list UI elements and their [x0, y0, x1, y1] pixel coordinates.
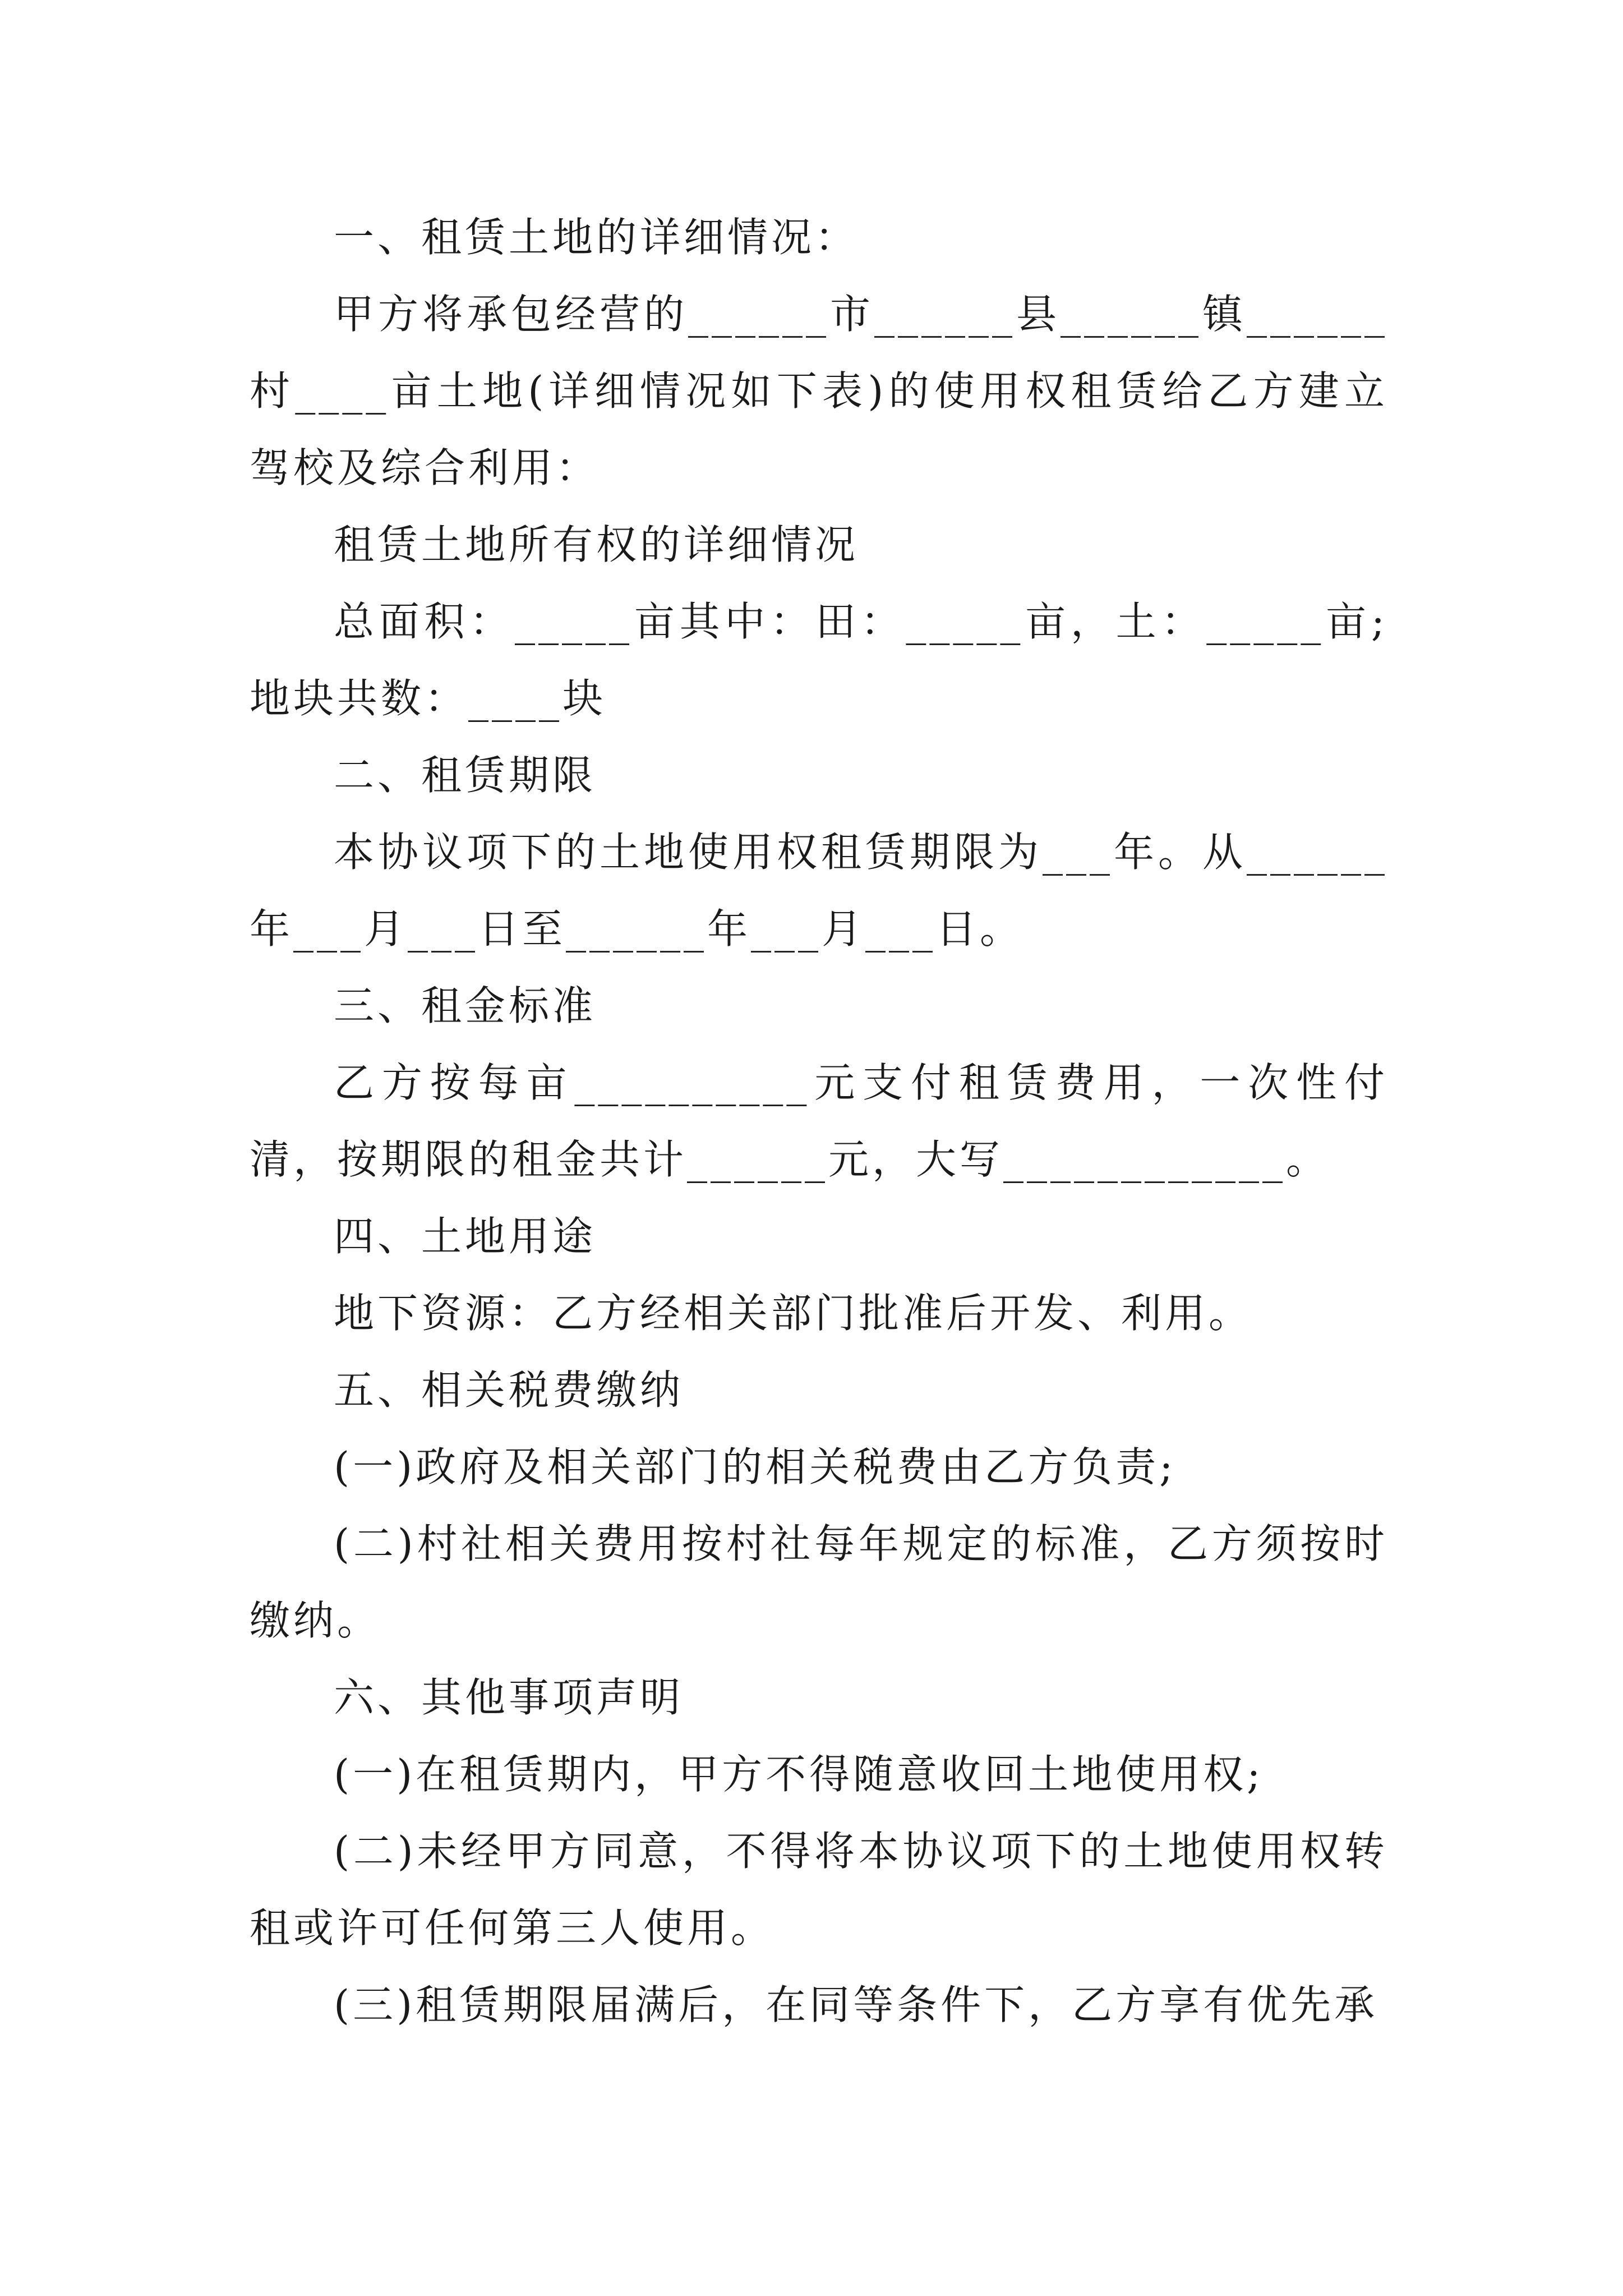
- paragraph-land-location: 甲方将承包经营的______市______县______镇______村____亩土地(详细情况如下表)的使用权租赁给乙方建立驾校及综合利用：: [250, 291, 1388, 491]
- paragraph-ownership-title: 租赁土地所有权的详细情况: [334, 521, 859, 568]
- paragraph-tax-2: (二)村社相关费用按村社每年规定的标准，乙方须按时缴纳。: [250, 1520, 1388, 1644]
- document-body: [250, 199, 1388, 2044]
- paragraph-total-area: 总面积：_____亩其中：田：_____亩，土：_____亩;地块共数：____块: [250, 598, 1388, 722]
- paragraph-rent-standard: 乙方按每亩__________元支付租赁费用，一次性付清，按期限的租金共计______元，大写____________。: [250, 1059, 1388, 1183]
- section-heading-3: 三、租金标准: [334, 982, 597, 1029]
- paragraph-other-2: (二)未经甲方同意，不得将本协议项下的土地使用权转租或许可任何第三人使用。: [250, 1828, 1388, 1952]
- section-heading-4: 四、土地用途: [334, 1213, 597, 1260]
- paragraph-lease-term: 本协议项下的土地使用权租赁期限为___年。从______年___月___日至______年___月___日。: [250, 829, 1388, 953]
- section-heading-6: 六、其他事项声明: [334, 1674, 684, 1721]
- paragraph-other-3: (三)租赁期限届满后，在同等条件下，乙方享有优先承: [334, 1981, 1378, 2028]
- section-heading-2: 二、租赁期限: [334, 752, 597, 799]
- section-heading-5: 五、相关税费缴纳: [334, 1366, 684, 1414]
- paragraph-other-1: (一)在租赁期内，甲方不得随意收回土地使用权;: [334, 1751, 1264, 1798]
- paragraph-tax-1: (一)政府及相关部门的相关税费由乙方负责;: [334, 1443, 1177, 1490]
- section-heading-1: 一、租赁土地的详细情况：: [334, 214, 859, 261]
- paragraph-land-use: 地下资源：乙方经相关部门批准后开发、利用。: [334, 1290, 1253, 1337]
